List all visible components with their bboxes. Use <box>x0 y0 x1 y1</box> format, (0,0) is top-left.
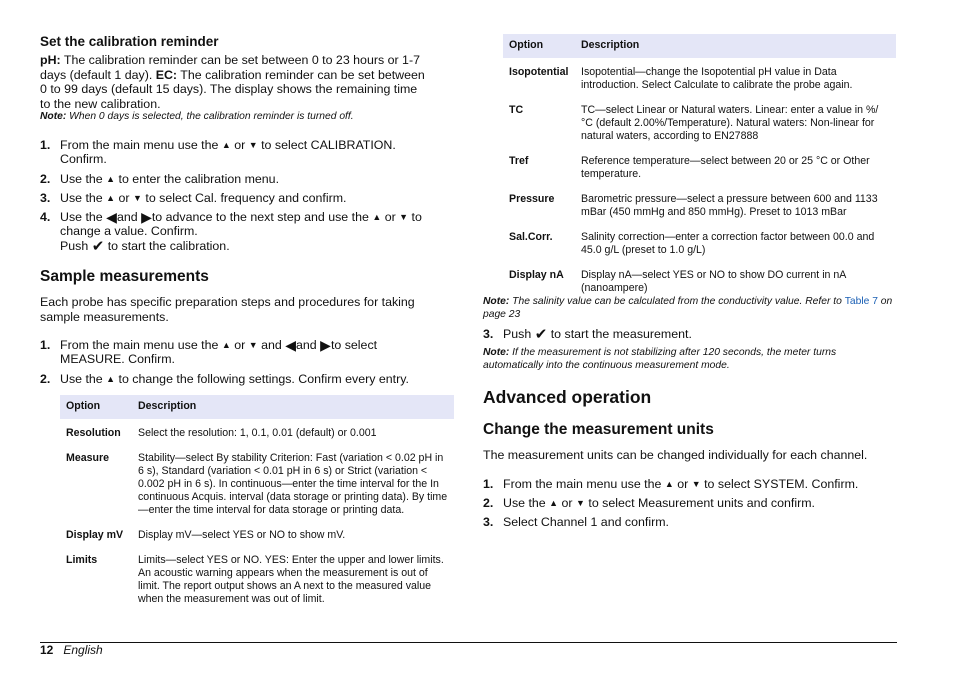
step-body <box>60 372 450 386</box>
step-number: 3. <box>483 327 494 341</box>
step-text: Use the <box>60 191 103 205</box>
description-cell: TC—select Linear or Natural waters. Linear: enter a value in %/°C (default 2.00%/Temperature). Natural waters: Non-linear for natural waters, according to EN27888 <box>581 104 879 142</box>
note-label: Note: <box>483 296 510 307</box>
note-text: on page 23 <box>483 296 893 320</box>
step-text: Push <box>60 238 89 253</box>
up-triangle-icon: ▲ <box>221 340 231 350</box>
step-text: to start the calibration. <box>107 238 230 253</box>
option-cell: Display nA <box>509 269 564 281</box>
step-text: Use the <box>60 372 103 386</box>
calibration-note <box>40 110 450 123</box>
ph-text: The calibration reminder can be set between 0 to 23 hours or 1-7 days (default 1 day). <box>40 53 420 82</box>
up-triangle-icon: ▲ <box>664 479 674 489</box>
step-text: Use the <box>60 172 103 186</box>
column-header-description: Description <box>575 34 896 58</box>
step-number: 4. <box>40 210 51 224</box>
step-text: to select SYSTEM. Confirm. <box>704 477 859 491</box>
option-cell: Pressure <box>509 193 555 205</box>
up-triangle-icon: ▲ <box>549 498 559 508</box>
step-body <box>60 338 440 367</box>
up-triangle-icon: ▲ <box>372 212 382 222</box>
left-triangle-icon: ◀ <box>106 209 117 225</box>
step-body <box>60 138 440 167</box>
step-text: Push <box>503 327 532 341</box>
option-cell: Tref <box>509 155 529 167</box>
description-cell: Reference temperature—select between 20 or 25 °C or Other temperature. <box>581 155 870 180</box>
step-text: to advance to the next step and use the <box>151 210 369 224</box>
step-body <box>503 327 897 342</box>
change-units-paragraph: The measurement units can be changed individually for each channel. <box>483 448 868 462</box>
units-step-1 <box>483 477 897 491</box>
cal-step-1 <box>40 138 440 167</box>
column-header-description: Description <box>132 395 454 419</box>
option-cell: Measure <box>66 452 109 464</box>
right-triangle-icon: ▶ <box>141 209 152 225</box>
change-units-heading: Change the measurement units <box>483 421 714 438</box>
step-text: and <box>261 338 282 352</box>
calibration-reminder-heading: Set the calibration reminder <box>40 34 219 49</box>
step-body <box>503 496 897 510</box>
table-row <box>503 261 896 299</box>
step-text: to <box>411 210 422 224</box>
note-text: The salinity value can be calculated from the conductivity value. Refer to <box>509 296 845 307</box>
column-header-option: Option <box>60 395 132 419</box>
step-text: MEASURE. Confirm. <box>60 352 175 367</box>
option-cell: Resolution <box>66 427 121 439</box>
step-text: Use the <box>60 210 103 224</box>
step-number: 1. <box>40 338 51 352</box>
up-triangle-icon: ▲ <box>106 374 116 384</box>
table-row <box>503 58 896 96</box>
step-text: or <box>234 138 246 152</box>
table-7-link[interactable]: Table 7 <box>844 296 878 307</box>
calibration-reminder-paragraph <box>40 53 425 111</box>
step-number: 2. <box>40 172 51 186</box>
measure-step-3 <box>483 327 897 342</box>
settings-table-left <box>60 395 454 610</box>
checkmark-icon: ✔ <box>91 237 105 255</box>
step-text: Use the <box>503 496 546 510</box>
description-cell: Stability—select By stability Criterion: Fast (variation < 0.02 pH in 6 s), Standard (variation < 0.01 pH in 6 s) or Strict (variation < 0.002 pH in 6 s). In continuous—enter the time interval for the In continuous Acquis. interval (data storage or printing data). By time—enter the time interval for data storage or printing data. <box>138 452 448 516</box>
option-cell: TC <box>509 104 524 116</box>
sample-step-1 <box>40 338 440 367</box>
step-number: 3. <box>483 515 494 529</box>
option-cell: Limits <box>66 554 98 566</box>
step-text: to select CALIBRATION. <box>261 138 396 152</box>
step-body <box>60 191 440 205</box>
step-text: From the main menu use the <box>60 138 219 152</box>
checkmark-icon: ✔ <box>534 326 548 343</box>
step-body <box>60 172 440 186</box>
table-row <box>503 185 896 223</box>
table-header-row <box>60 395 454 419</box>
note-label: Note: <box>40 111 67 122</box>
ec-label: EC: <box>155 67 178 82</box>
step-text: and <box>116 210 138 224</box>
table-row <box>60 546 454 610</box>
note-text: When 0 days is selected, the calibration reminder is turned off. <box>66 111 354 122</box>
step-text: or <box>234 338 246 352</box>
description-cell: Isopotential—change the Isopotential pH value in Data introduction. Select Calculate to calibrate the probe again. <box>581 66 853 91</box>
step-text: change a value. Confirm. <box>60 224 198 239</box>
step-text: or <box>677 477 689 491</box>
step-number: 2. <box>40 372 51 386</box>
step-text: or <box>561 496 573 510</box>
option-cell: Isopotential <box>509 66 569 78</box>
down-triangle-icon: ▼ <box>133 193 142 203</box>
sample-step-2 <box>40 372 450 386</box>
step-body <box>503 477 897 491</box>
description-cell: Display nA—select YES or NO to show DO current in nA (nanoampere) <box>581 269 846 294</box>
cal-step-4 <box>40 210 445 254</box>
option-cell: Display mV <box>66 529 124 541</box>
right-triangle-icon: ▶ <box>320 337 331 353</box>
table-row <box>60 419 454 444</box>
step-text: or <box>118 191 130 205</box>
settings-table-right <box>503 34 896 299</box>
up-triangle-icon: ▲ <box>221 140 231 150</box>
table-row <box>60 444 454 521</box>
step-number: 1. <box>483 477 494 491</box>
ec-text: The calibration reminder can be set between 0 to 99 days (default 15 days). The display shows the remaining time to the new calibration. <box>40 67 425 111</box>
step-text: or <box>384 210 396 224</box>
column-header-option: Option <box>503 34 575 58</box>
down-triangle-icon: ▼ <box>576 498 585 508</box>
down-triangle-icon: ▼ <box>248 140 258 150</box>
step-number: 2. <box>483 496 494 510</box>
step-text: to select <box>330 338 378 352</box>
description-cell: Display mV—select YES or NO to show mV. <box>138 529 346 541</box>
note-text: If the measurement is not stabilizing after 120 seconds, the meter turns automatically into the continuous measurement mode. <box>483 347 837 371</box>
page-footer <box>40 643 103 657</box>
units-step-3 <box>483 515 897 529</box>
down-triangle-icon: ▼ <box>399 212 409 222</box>
step-number: 3. <box>40 191 51 205</box>
table-header-row <box>503 34 896 58</box>
salinity-note <box>483 295 897 321</box>
step-text: to select Cal. frequency and confirm. <box>145 191 347 205</box>
stabilizing-note <box>483 346 897 372</box>
step-body <box>503 515 897 529</box>
option-cell: Sal.Corr. <box>509 231 553 243</box>
step-text: From the main menu use the <box>503 477 662 491</box>
down-triangle-icon: ▼ <box>248 340 258 350</box>
description-cell: Select the resolution: 1, 0.1, 0.01 (default) or 0.001 <box>138 427 377 439</box>
step-text: to start the measurement. <box>550 327 692 341</box>
up-triangle-icon: ▲ <box>106 174 116 184</box>
up-triangle-icon: ▲ <box>106 193 116 203</box>
step-text: to change the following settings. Confirm every entry. <box>118 372 409 386</box>
footer-divider <box>40 642 897 643</box>
description-cell: Barometric pressure—select a pressure between 600 and 1133 mBar (450 mmHg and 850 mmHg). Preset to 1013 mBar <box>581 193 878 218</box>
step-body <box>60 210 445 254</box>
step-text: Confirm. <box>60 152 107 167</box>
table-row <box>503 147 896 185</box>
cal-step-2 <box>40 172 440 186</box>
step-number: 1. <box>40 138 51 152</box>
cal-step-3 <box>40 191 440 205</box>
advanced-operation-heading: Advanced operation <box>483 387 652 407</box>
left-triangle-icon: ◀ <box>285 337 297 353</box>
step-text: From the main menu use the <box>60 338 219 352</box>
units-step-2 <box>483 496 897 510</box>
ph-label: pH: <box>40 53 61 67</box>
page-number: 12 <box>40 643 54 657</box>
description-cell: Salinity correction—enter a correction factor between 00.0 and 45.0 g/L (preset to 1.0 g/L) <box>581 231 875 256</box>
down-triangle-icon: ▼ <box>691 479 701 489</box>
note-label: Note: <box>483 347 510 358</box>
table-row <box>503 223 896 261</box>
step-text: Select Channel 1 and confirm. <box>503 515 669 529</box>
step-text: to select Measurement units and confirm. <box>588 496 815 510</box>
sample-measurements-heading: Sample measurements <box>40 268 209 285</box>
description-cell: Limits—select YES or NO. YES: Enter the upper and lower limits. An acoustic warning appears when the measurement is out of limit. The report output shows an A next to the measured value when the measurement was out of limit. <box>138 554 444 605</box>
table-row <box>503 96 896 147</box>
footer-language: English <box>63 643 103 657</box>
step-text: and <box>296 338 317 352</box>
sample-measurements-paragraph: Each probe has specific preparation steps and procedures for taking sample measurements. <box>40 295 415 324</box>
table-row <box>60 521 454 546</box>
step-text: to enter the calibration menu. <box>118 172 280 186</box>
